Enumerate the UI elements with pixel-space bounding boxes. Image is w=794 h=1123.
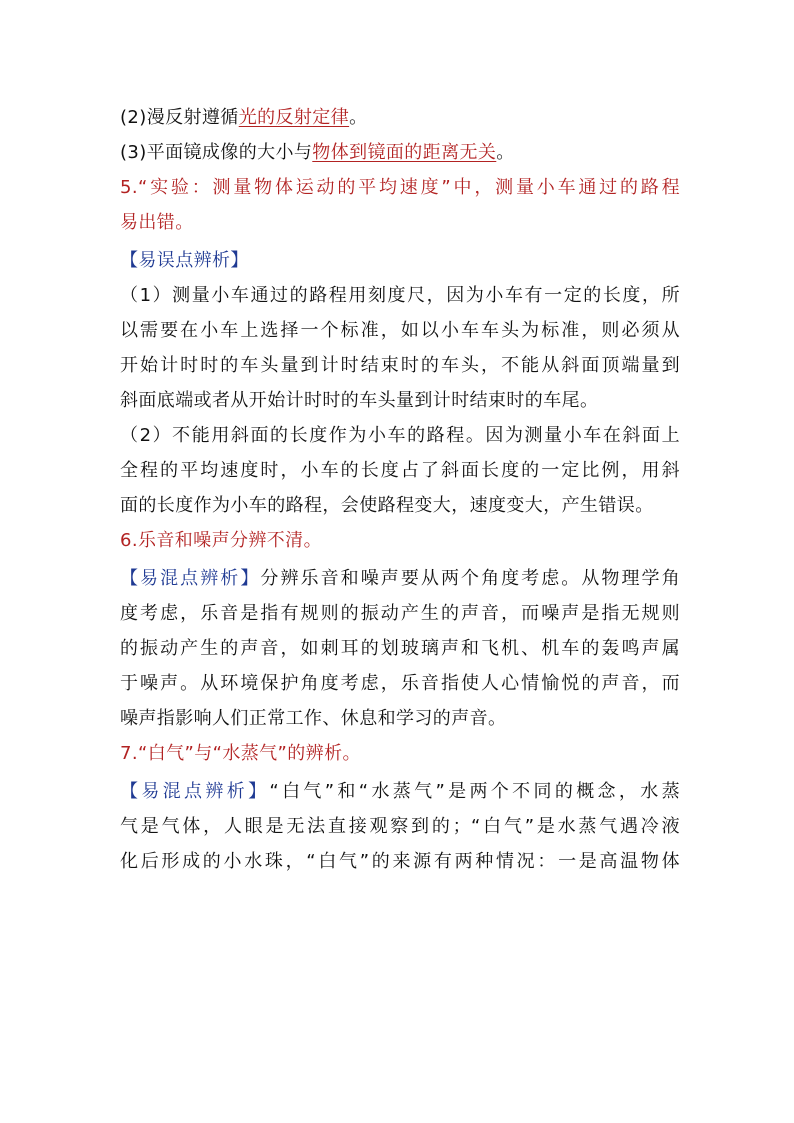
section-5-para-1-line-2: 以需要在小车上选择一个标准，如以小车车头为标准，则必须从 — [120, 320, 680, 341]
section-6-line-3: 的振动产生的声音，如刺耳的划玻璃声和飞机、机车的轰鸣声属 — [120, 638, 680, 659]
section-6-title: 6.乐音和噪声分辨不清。 — [120, 530, 322, 551]
section-7-line-2: 气是气体，人眼是无法直接观察到的；“白气”是水蒸气遇冷液 — [120, 816, 680, 837]
section-5-para-2-line-3: 面的长度作为小车的路程，会使路程变大，速度变大，产生错误。 — [120, 495, 654, 516]
section-5-title-line-1: 5.“实验：测量物体运动的平均速度”中，测量小车通过的路程 — [120, 177, 680, 198]
section-5-para-1-line-1: （1）测量小车通过的路程用刻度尺，因为小车有一定的长度，所 — [120, 285, 680, 306]
item-3-text: (3)平面镜成像的大小与 — [120, 142, 313, 163]
item-2-answer: 光的反射定律 — [238, 107, 350, 128]
section-7-text-1: “白气”和“水蒸气”是两个不同的概念，水蒸 — [269, 781, 680, 802]
section-5-para-2-line-1: （2）不能用斜面的长度作为小车的路程。因为测量小车在斜面上 — [120, 425, 680, 446]
section-6-line-4: 于噪声。从环境保护角度考虑，乐音指使人心情愉悦的声音，而 — [120, 673, 680, 694]
item-3-answer: 物体到镜面的距离无关 — [312, 142, 497, 163]
section-7-line-3: 化后形成的小水珠，“白气”的来源有两种情况：一是高温物体 — [120, 851, 680, 872]
item-2-text: (2)漫反射遵循 — [120, 107, 239, 128]
item-2-end: 。 — [349, 107, 368, 128]
item-3-line — [120, 135, 680, 170]
item-3-end: 。 — [496, 142, 515, 163]
section-5-para-1-line-4: 斜面底端或者从开始计时时的车头量到计时结束时的车尾。 — [120, 390, 599, 411]
section-5-para-2-line-2: 全程的平均速度时，小车的长度占了斜面长度的一定比例，用斜 — [120, 460, 680, 481]
section-7-line-1 — [120, 774, 680, 809]
document-page — [120, 100, 680, 879]
section-6-tag: 【易混点辨析】 — [120, 568, 261, 589]
section-5-title-line-2: 易出错。 — [120, 212, 194, 233]
section-6-line-5: 噪声指影响人们正常工作、休息和学习的声音。 — [120, 708, 507, 729]
section-6-text-1: 分辨乐音和噪声要从两个角度考虑。从物理学角 — [260, 568, 680, 589]
section-7-tag: 【易混点辨析】 — [120, 781, 270, 802]
section-6-line-1 — [120, 561, 680, 596]
section-7-title: 7.“白气”与“水蒸气”的辨析。 — [120, 743, 361, 764]
section-5-para-1-line-3: 开始计时时的车头量到计时结束时的车头，不能从斜面顶端量到 — [120, 355, 680, 376]
section-6-line-2: 度考虑，乐音是指有规则的振动产生的声音，而噪声是指无规则 — [120, 603, 680, 624]
item-2-line — [120, 100, 680, 135]
section-5-tag: 【易误点辨析】 — [120, 250, 249, 271]
